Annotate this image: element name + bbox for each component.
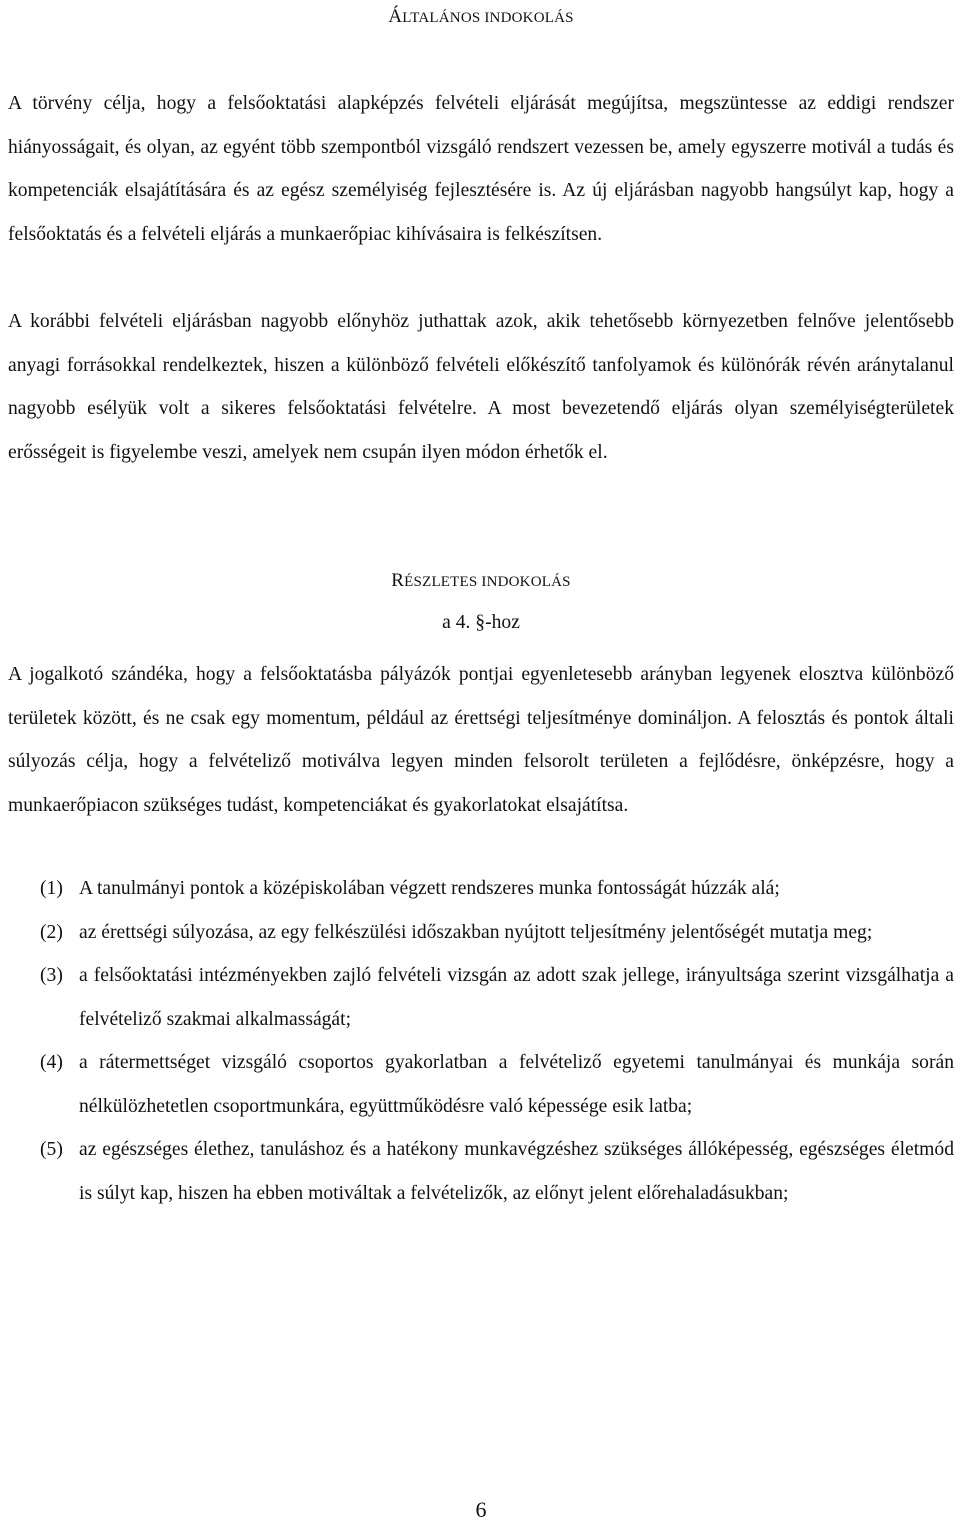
heading-general-justification bbox=[8, 6, 954, 28]
heading-detailed-justification bbox=[8, 570, 954, 592]
list-item-text: A tanulmányi pontok a középiskolában végzett rendszeres munka fontosságát húzzák alá; bbox=[79, 878, 780, 899]
heading-detail-rest: ÉSZLETES INDOKOLÁS bbox=[404, 574, 571, 590]
scoring-criteria-list bbox=[8, 867, 954, 1215]
paragraph-legislator-intent: A jogalkotó szándéka, hogy a felsőoktatásba pályázók pontjai egyenletesebb arányban legyenek elosztva különböző területek között, és ne csak egy momentum, például az érettségi teljesítménye domináljon. A felosztás és pontok általi súlyozás célja, hogy a felvételiző motiválva legyen minden felsorolt területen a fejlődésre, önképzésre, hogy a munkaerőpiacon szükséges tudást, kompetenciákat és gyakorlatokat elsajátítsa. bbox=[8, 664, 954, 816]
heading-detail-initial: R bbox=[391, 570, 405, 591]
paragraph-purpose: A törvény célja, hogy a felsőoktatási alapképzés felvételi eljárását megújítsa, megszüntesse az eddigi rendszer hiányosságait, és olyan, az egyént több szempontból vizsgáló rendszert vezessen be, amely egyszerre motivál a tudás és kompetenciák elsajátítására és az egész személyiség fejlesztésére is. Az új eljárásban nagyobb hangsúlyt kap, hogy a felsőoktatás és a felvételi eljárás a munkaerőpiac kihívásaira is felkészítsen. bbox=[8, 93, 954, 245]
list-item bbox=[8, 1128, 954, 1215]
list-item-text: az érettségi súlyozása, az egy felkészülési időszakban nyújtott teljesítmény jelentőségét mutatja meg; bbox=[79, 921, 873, 943]
paragraph-previous-procedure: A korábbi felvételi eljárásban nagyobb előnyhöz juthattak azok, akik tehetősebb környezetben felnőve jelentősebb anyagi forrásokkal rendelkeztek, hiszen a különböző felvételi előkészítő tanfolyamok és különórák révén aránytalanul nagyobb esélyük volt a sikeres felsőoktatási felvételre. A most bevezetendő eljárás olyan személyiségterületek erősségeit is figyelembe veszi, amelyek nem csupán ilyen módon érhetők el. bbox=[8, 311, 954, 463]
list-item-number: (2) bbox=[40, 921, 63, 943]
list-item-number: (5) bbox=[40, 1139, 63, 1160]
page-number: 6 bbox=[475, 1497, 487, 1522]
list-item bbox=[8, 911, 954, 955]
list-item-text: az egészséges élethez, tanuláshoz és a hatékony munkavégzéshez szükséges állóképesség, egészséges életmód is súlyt kap, hiszen ha ebben motiváltak a felvételizők, az előnyt jelent előrehaladásukban; bbox=[79, 1139, 954, 1204]
list-item-text: a felsőoktatási intézményekben zajló felvételi vizsgán az adott szak jellege, irányultsága szerint vizsgálhatja a felvételiző szakmai alkalmasságát; bbox=[79, 965, 954, 1030]
heading-general-rest: LTALÁNOS INDOKOLÁS bbox=[402, 10, 574, 26]
list-item bbox=[8, 1041, 954, 1128]
list-item-number: (3) bbox=[40, 965, 63, 986]
section-reference: a 4. §-hoz bbox=[442, 612, 520, 633]
list-item bbox=[8, 867, 954, 911]
heading-general-initial: Á bbox=[388, 6, 403, 27]
list-item bbox=[8, 954, 954, 1041]
list-item-text: a rátermettséget vizsgáló csoportos gyakorlatban a felvételiző egyetemi tanulmányai és munkája során nélkülözhetetlen csoportmunkára, együttműködésre való képessége esik latba; bbox=[79, 1052, 954, 1117]
list-item-number: (4) bbox=[40, 1052, 63, 1073]
list-item-number: (1) bbox=[40, 878, 63, 899]
